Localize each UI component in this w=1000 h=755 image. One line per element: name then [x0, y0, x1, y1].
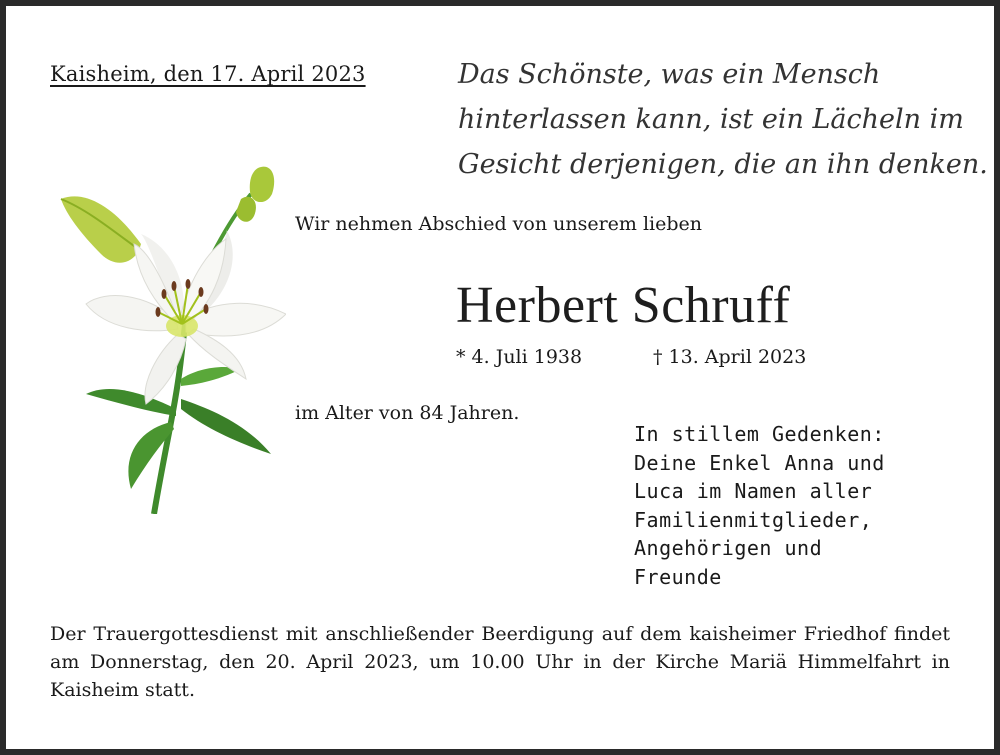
- funeral-service-notice: Der Trauergottesdienst mit anschließender Beerdigung auf dem kaisheimer Friedhof findet am Donnerstag, den 20. April 2023, um 10.00 Uhr in der Kirche Mariä Himmelfahrt in Kaisheim statt.: [50, 623, 950, 701]
- quote-line: Das Schönste, was ein Mensch: [458, 59, 881, 90]
- farewell-intro: Wir nehmen Abschied von unserem lieben: [295, 213, 703, 235]
- mourners-line: Deine Enkel Anna und: [634, 450, 885, 475]
- mourners-line: Familienmitglieder,: [634, 507, 873, 532]
- age-at-death: im Alter von 84 Jahren.: [295, 402, 520, 424]
- death-date: † 13. April 2023: [653, 346, 807, 368]
- mourners-line: In stillem Gedenken:: [634, 422, 885, 446]
- mourners-line: Angehörigen und: [634, 536, 823, 560]
- obituary-card: [6, 6, 994, 749]
- quote-line: hinterlassen kann, ist ein Lächeln im: [458, 104, 964, 135]
- mourners-line: Freunde: [634, 564, 722, 589]
- lily-flower-icon: [46, 154, 286, 514]
- mourners-line: Luca im Namen aller: [634, 479, 873, 503]
- mourners-block: [634, 420, 885, 591]
- deceased-name: Herbert Schruff: [456, 277, 791, 334]
- quote-line: Gesicht derjenigen, die an ihn denken.: [458, 149, 988, 180]
- place-date: Kaisheim, den 17. April 2023: [50, 62, 366, 86]
- memorial-quote: [458, 52, 988, 187]
- birth-date: * 4. Juli 1938: [456, 346, 583, 368]
